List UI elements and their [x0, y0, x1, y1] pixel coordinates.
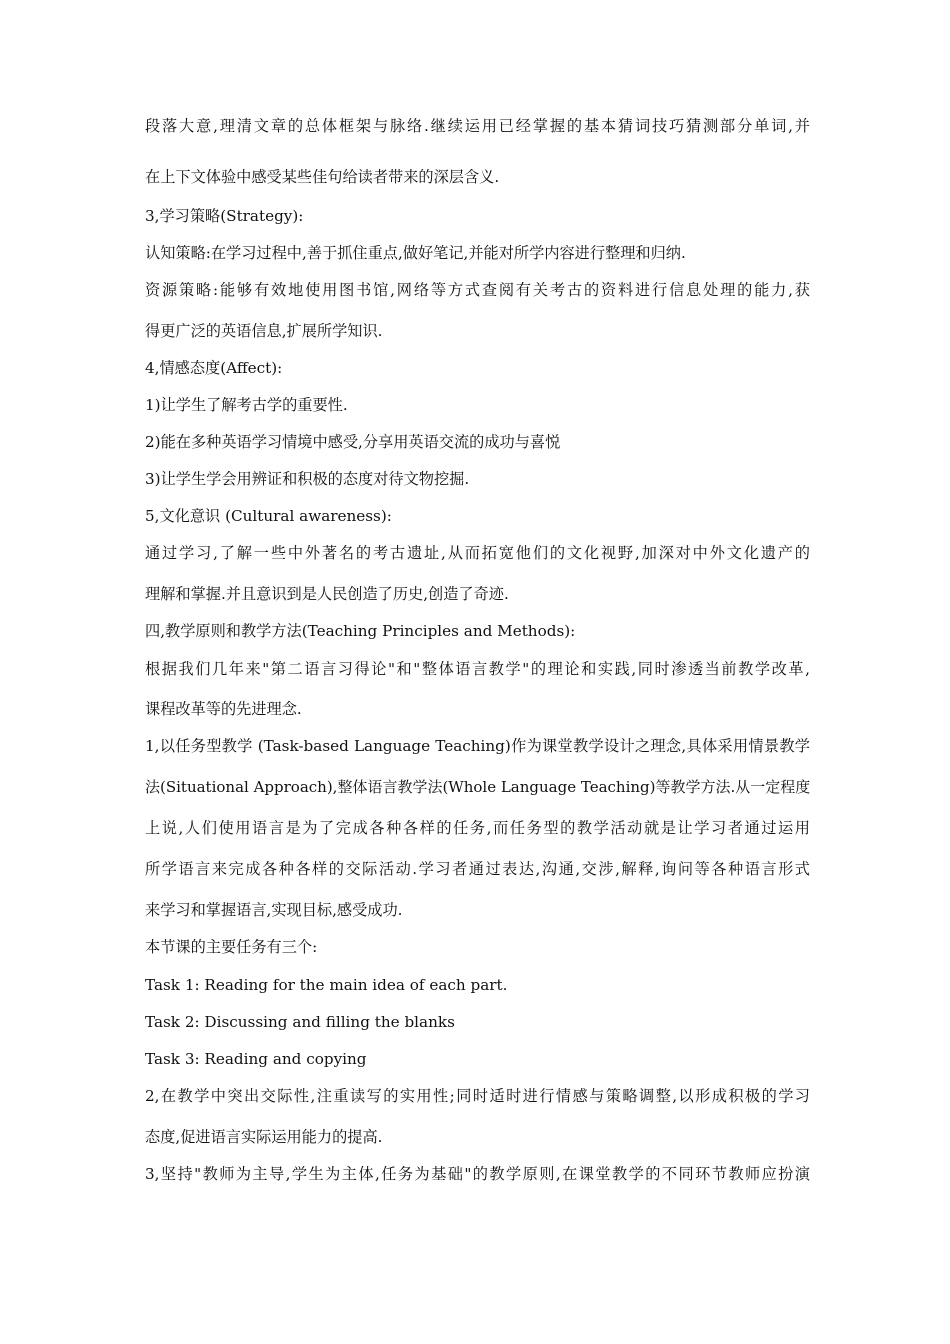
- paragraph-line: 态度,促进语言实际运用能力的提高.: [145, 1128, 383, 1146]
- paragraph-line: 段落大意,理清文章的总体框架与脉络.继续运用已经掌握的基本猜词技巧猜测部分单词,并: [145, 117, 810, 135]
- paragraph-line: 3,坚持"教师为主导,学生为主体,任务为基础"的教学原则,在课堂教学的不同环节教师应扮演: [145, 1165, 810, 1183]
- paragraph-line: 通过学习,了解一些中外著名的考古遗址,从而拓宽他们的文化视野,加深对中外文化遗产的: [145, 544, 810, 562]
- section-heading: 5,文化意识 (Cultural awareness):: [145, 507, 392, 525]
- list-item: 1)让学生了解考古学的重要性.: [145, 396, 348, 414]
- paragraph-line: 上说,人们使用语言是为了完成各种各样的任务,而任务型的教学活动就是让学习者通过运用: [145, 819, 810, 837]
- paragraph-line: 在上下文体验中感受某些佳句给读者带来的深层含义.: [145, 168, 500, 186]
- paragraph-line: 理解和掌握.并且意识到是人民创造了历史,创造了奇迹.: [145, 585, 509, 603]
- paragraph-line: 得更广泛的英语信息,扩展所学知识.: [145, 322, 383, 340]
- task-item: Task 3: Reading and copying: [145, 1050, 367, 1068]
- list-item: 3)让学生学会用辨证和积极的态度对待文物挖掘.: [145, 470, 470, 488]
- paragraph-line: 根据我们几年来"第二语言习得论"和"整体语言教学"的理论和实践,同时渗透当前教学改革,: [145, 660, 810, 678]
- paragraph-line: 来学习和掌握语言,实现目标,感受成功.: [145, 901, 403, 919]
- paragraph-line: 课程改革等的先进理念.: [145, 700, 302, 718]
- paragraph-line: 2,在教学中突出交际性,注重读写的实用性;同时适时进行情感与策略调整,以形成积极的学习: [145, 1087, 810, 1105]
- paragraph-line: 资源策略:能够有效地使用图书馆,网络等方式查阅有关考古的资料进行信息处理的能力,获: [145, 281, 810, 299]
- paragraph-line: 本节课的主要任务有三个:: [145, 938, 318, 956]
- section-heading: 四,教学原则和教学方法(Teaching Principles and Methods):: [145, 622, 576, 640]
- paragraph-line: 所学语言来完成各种各样的交际活动.学习者通过表达,沟通,交涉,解释,询问等各种语言形式: [145, 860, 810, 878]
- task-item: Task 1: Reading for the main idea of each part.: [145, 976, 508, 994]
- task-item: Task 2: Discussing and filling the blanks: [145, 1013, 455, 1031]
- section-heading: 4,情感态度(Affect):: [145, 359, 283, 377]
- paragraph-line: 认知策略:在学习过程中,善于抓住重点,做好笔记,并能对所学内容进行整理和归纳.: [145, 244, 686, 262]
- section-heading: 3,学习策略(Strategy):: [145, 207, 304, 225]
- paragraph-line: 1,以任务型教学 (Task-based Language Teaching)作为课堂教学设计之理念,具体采用情景教学: [145, 737, 810, 755]
- paragraph-line: 法(Situational Approach),整体语言教学法(Whole Language Teaching)等教学方法.从一定程度: [145, 778, 811, 796]
- list-item: 2)能在多种英语学习情境中感受,分享用英语交流的成功与喜悦: [145, 433, 561, 451]
